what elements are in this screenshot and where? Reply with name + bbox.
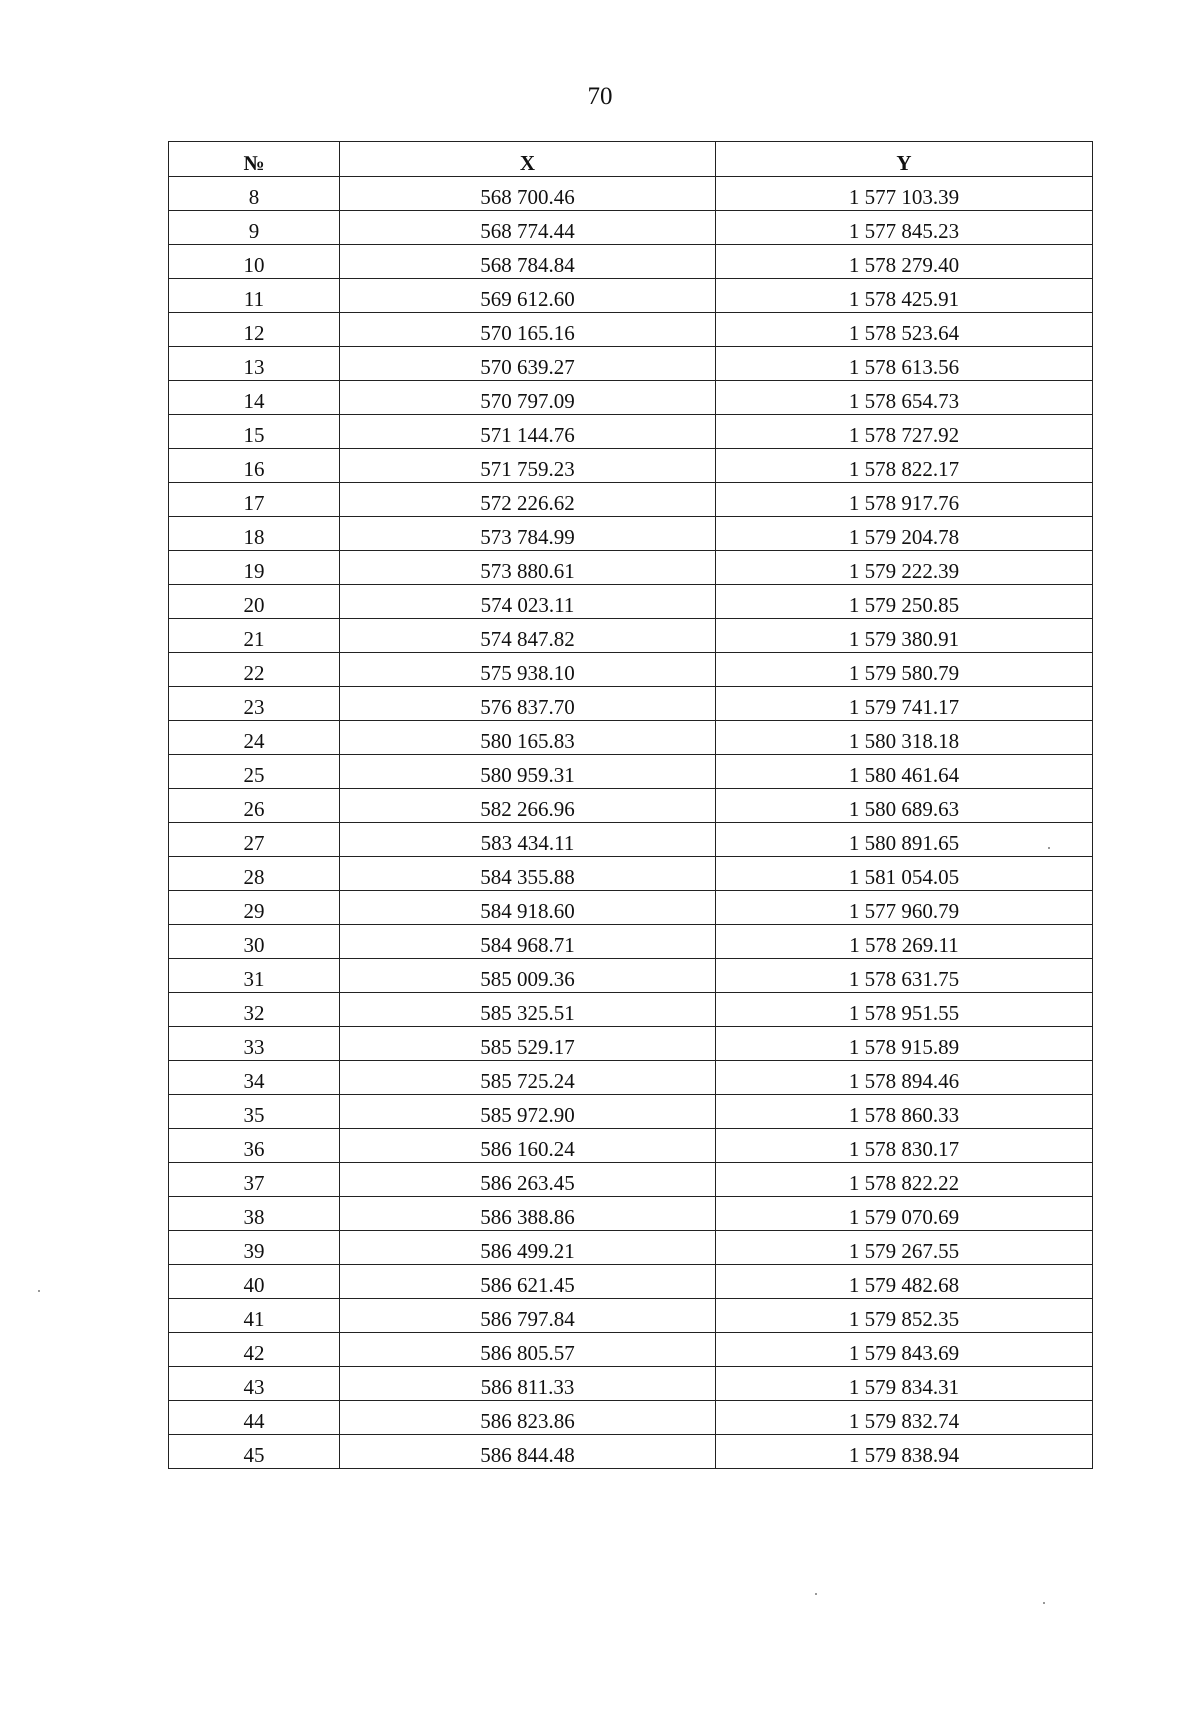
cell-y: 1 578 727.92: [716, 415, 1093, 449]
cell-x: 586 263.45: [340, 1163, 716, 1197]
cell-y: 1 580 891.65: [716, 823, 1093, 857]
cell-y: 1 579 834.31: [716, 1367, 1093, 1401]
cell-x: 580 959.31: [340, 755, 716, 789]
cell-number: 39: [169, 1231, 340, 1265]
table-row: [169, 1197, 1093, 1231]
cell-x: 568 700.46: [340, 177, 716, 211]
cell-x: 570 797.09: [340, 381, 716, 415]
cell-number: 28: [169, 857, 340, 891]
cell-x: 585 972.90: [340, 1095, 716, 1129]
scan-speck: [1048, 847, 1050, 849]
table-row: [169, 755, 1093, 789]
cell-y: 1 578 951.55: [716, 993, 1093, 1027]
table-row: [169, 959, 1093, 993]
cell-x: 573 880.61: [340, 551, 716, 585]
cell-y: 1 579 741.17: [716, 687, 1093, 721]
cell-y: 1 579 204.78: [716, 517, 1093, 551]
cell-y: 1 579 852.35: [716, 1299, 1093, 1333]
cell-number: 38: [169, 1197, 340, 1231]
cell-y: 1 579 070.69: [716, 1197, 1093, 1231]
table-row: [169, 721, 1093, 755]
cell-y: 1 577 845.23: [716, 211, 1093, 245]
cell-x: 571 759.23: [340, 449, 716, 483]
cell-x: 570 639.27: [340, 347, 716, 381]
cell-number: 26: [169, 789, 340, 823]
table-row: [169, 619, 1093, 653]
cell-y: 1 580 689.63: [716, 789, 1093, 823]
cell-number: 14: [169, 381, 340, 415]
cell-x: 585 529.17: [340, 1027, 716, 1061]
cell-y: 1 579 267.55: [716, 1231, 1093, 1265]
table-row: [169, 1265, 1093, 1299]
cell-number: 24: [169, 721, 340, 755]
table-row: [169, 585, 1093, 619]
table-row: [169, 1299, 1093, 1333]
cell-number: 22: [169, 653, 340, 687]
table-row: [169, 381, 1093, 415]
cell-y: 1 578 279.40: [716, 245, 1093, 279]
table-row: [169, 313, 1093, 347]
cell-y: 1 581 054.05: [716, 857, 1093, 891]
page-number: 70: [587, 83, 613, 110]
cell-number: 40: [169, 1265, 340, 1299]
table-row: [169, 245, 1093, 279]
cell-number: 9: [169, 211, 340, 245]
cell-number: 32: [169, 993, 340, 1027]
table-row: [169, 823, 1093, 857]
cell-y: 1 579 843.69: [716, 1333, 1093, 1367]
cell-y: 1 578 917.76: [716, 483, 1093, 517]
table-row: [169, 449, 1093, 483]
scan-speck: [815, 1593, 817, 1595]
table-row: [169, 1095, 1093, 1129]
table-body: [169, 177, 1093, 1469]
cell-y: 1 579 380.91: [716, 619, 1093, 653]
table-row: [169, 891, 1093, 925]
cell-number: 36: [169, 1129, 340, 1163]
cell-x: 586 797.84: [340, 1299, 716, 1333]
table-row: [169, 1401, 1093, 1435]
cell-x: 574 023.11: [340, 585, 716, 619]
cell-number: 23: [169, 687, 340, 721]
table-row: [169, 347, 1093, 381]
table-row: [169, 1435, 1093, 1469]
table-row: [169, 925, 1093, 959]
cell-number: 12: [169, 313, 340, 347]
cell-x: 569 612.60: [340, 279, 716, 313]
cell-y: 1 578 822.17: [716, 449, 1093, 483]
header-number: №: [169, 142, 340, 177]
table-row: [169, 415, 1093, 449]
table-row: [169, 279, 1093, 313]
cell-y: 1 578 830.17: [716, 1129, 1093, 1163]
table-row: [169, 687, 1093, 721]
cell-number: 10: [169, 245, 340, 279]
cell-x: 580 165.83: [340, 721, 716, 755]
cell-y: 1 579 222.39: [716, 551, 1093, 585]
cell-y: 1 577 103.39: [716, 177, 1093, 211]
cell-x: 570 165.16: [340, 313, 716, 347]
cell-x: 586 844.48: [340, 1435, 716, 1469]
cell-number: 37: [169, 1163, 340, 1197]
cell-y: 1 579 838.94: [716, 1435, 1093, 1469]
cell-x: 584 918.60: [340, 891, 716, 925]
cell-x: 586 823.86: [340, 1401, 716, 1435]
cell-y: 1 579 580.79: [716, 653, 1093, 687]
cell-x: 584 968.71: [340, 925, 716, 959]
cell-x: 568 774.44: [340, 211, 716, 245]
table-row: [169, 211, 1093, 245]
cell-number: 25: [169, 755, 340, 789]
cell-number: 21: [169, 619, 340, 653]
cell-y: 1 579 250.85: [716, 585, 1093, 619]
cell-number: 11: [169, 279, 340, 313]
cell-number: 16: [169, 449, 340, 483]
cell-number: 41: [169, 1299, 340, 1333]
cell-x: 582 266.96: [340, 789, 716, 823]
cell-x: 576 837.70: [340, 687, 716, 721]
cell-y: 1 580 461.64: [716, 755, 1093, 789]
cell-y: 1 577 960.79: [716, 891, 1093, 925]
cell-x: 575 938.10: [340, 653, 716, 687]
table-row: [169, 177, 1093, 211]
cell-number: 20: [169, 585, 340, 619]
cell-number: 15: [169, 415, 340, 449]
cell-number: 43: [169, 1367, 340, 1401]
cell-x: 586 160.24: [340, 1129, 716, 1163]
cell-x: 586 388.86: [340, 1197, 716, 1231]
cell-x: 585 325.51: [340, 993, 716, 1027]
cell-y: 1 578 654.73: [716, 381, 1093, 415]
cell-number: 33: [169, 1027, 340, 1061]
cell-y: 1 579 832.74: [716, 1401, 1093, 1435]
cell-number: 35: [169, 1095, 340, 1129]
cell-number: 44: [169, 1401, 340, 1435]
cell-x: 568 784.84: [340, 245, 716, 279]
table-row: [169, 1163, 1093, 1197]
cell-y: 1 578 860.33: [716, 1095, 1093, 1129]
header-row: [169, 142, 1093, 177]
scan-speck: [1043, 1602, 1045, 1604]
table-row: [169, 857, 1093, 891]
table-row: [169, 1061, 1093, 1095]
cell-y: 1 578 523.64: [716, 313, 1093, 347]
table-row: [169, 1129, 1093, 1163]
cell-x: 586 499.21: [340, 1231, 716, 1265]
cell-y: 1 578 269.11: [716, 925, 1093, 959]
cell-number: 34: [169, 1061, 340, 1095]
cell-x: 572 226.62: [340, 483, 716, 517]
cell-number: 42: [169, 1333, 340, 1367]
table-row: [169, 1231, 1093, 1265]
cell-y: 1 579 482.68: [716, 1265, 1093, 1299]
table-row: [169, 653, 1093, 687]
cell-y: 1 578 613.56: [716, 347, 1093, 381]
cell-number: 29: [169, 891, 340, 925]
cell-x: 573 784.99: [340, 517, 716, 551]
scan-speck: [38, 1290, 40, 1292]
cell-number: 31: [169, 959, 340, 993]
cell-number: 13: [169, 347, 340, 381]
cell-x: 584 355.88: [340, 857, 716, 891]
cell-x: 574 847.82: [340, 619, 716, 653]
table-row: [169, 789, 1093, 823]
header-y: Y: [716, 142, 1093, 177]
table-row: [169, 993, 1093, 1027]
cell-number: 18: [169, 517, 340, 551]
table-row: [169, 1367, 1093, 1401]
cell-number: 17: [169, 483, 340, 517]
table-header: [169, 142, 1093, 177]
cell-number: 8: [169, 177, 340, 211]
table-row: [169, 551, 1093, 585]
cell-y: 1 578 822.22: [716, 1163, 1093, 1197]
table-row: [169, 483, 1093, 517]
cell-y: 1 578 631.75: [716, 959, 1093, 993]
table-row: [169, 1333, 1093, 1367]
cell-number: 45: [169, 1435, 340, 1469]
table-row: [169, 1027, 1093, 1061]
cell-number: 27: [169, 823, 340, 857]
cell-x: 585 009.36: [340, 959, 716, 993]
cell-y: 1 578 915.89: [716, 1027, 1093, 1061]
cell-x: 583 434.11: [340, 823, 716, 857]
cell-x: 585 725.24: [340, 1061, 716, 1095]
header-x: X: [340, 142, 716, 177]
cell-x: 571 144.76: [340, 415, 716, 449]
cell-number: 19: [169, 551, 340, 585]
coordinates-table: [168, 141, 1093, 1469]
cell-x: 586 805.57: [340, 1333, 716, 1367]
table-row: [169, 517, 1093, 551]
cell-y: 1 580 318.18: [716, 721, 1093, 755]
cell-y: 1 578 894.46: [716, 1061, 1093, 1095]
cell-x: 586 621.45: [340, 1265, 716, 1299]
cell-x: 586 811.33: [340, 1367, 716, 1401]
cell-number: 30: [169, 925, 340, 959]
cell-y: 1 578 425.91: [716, 279, 1093, 313]
